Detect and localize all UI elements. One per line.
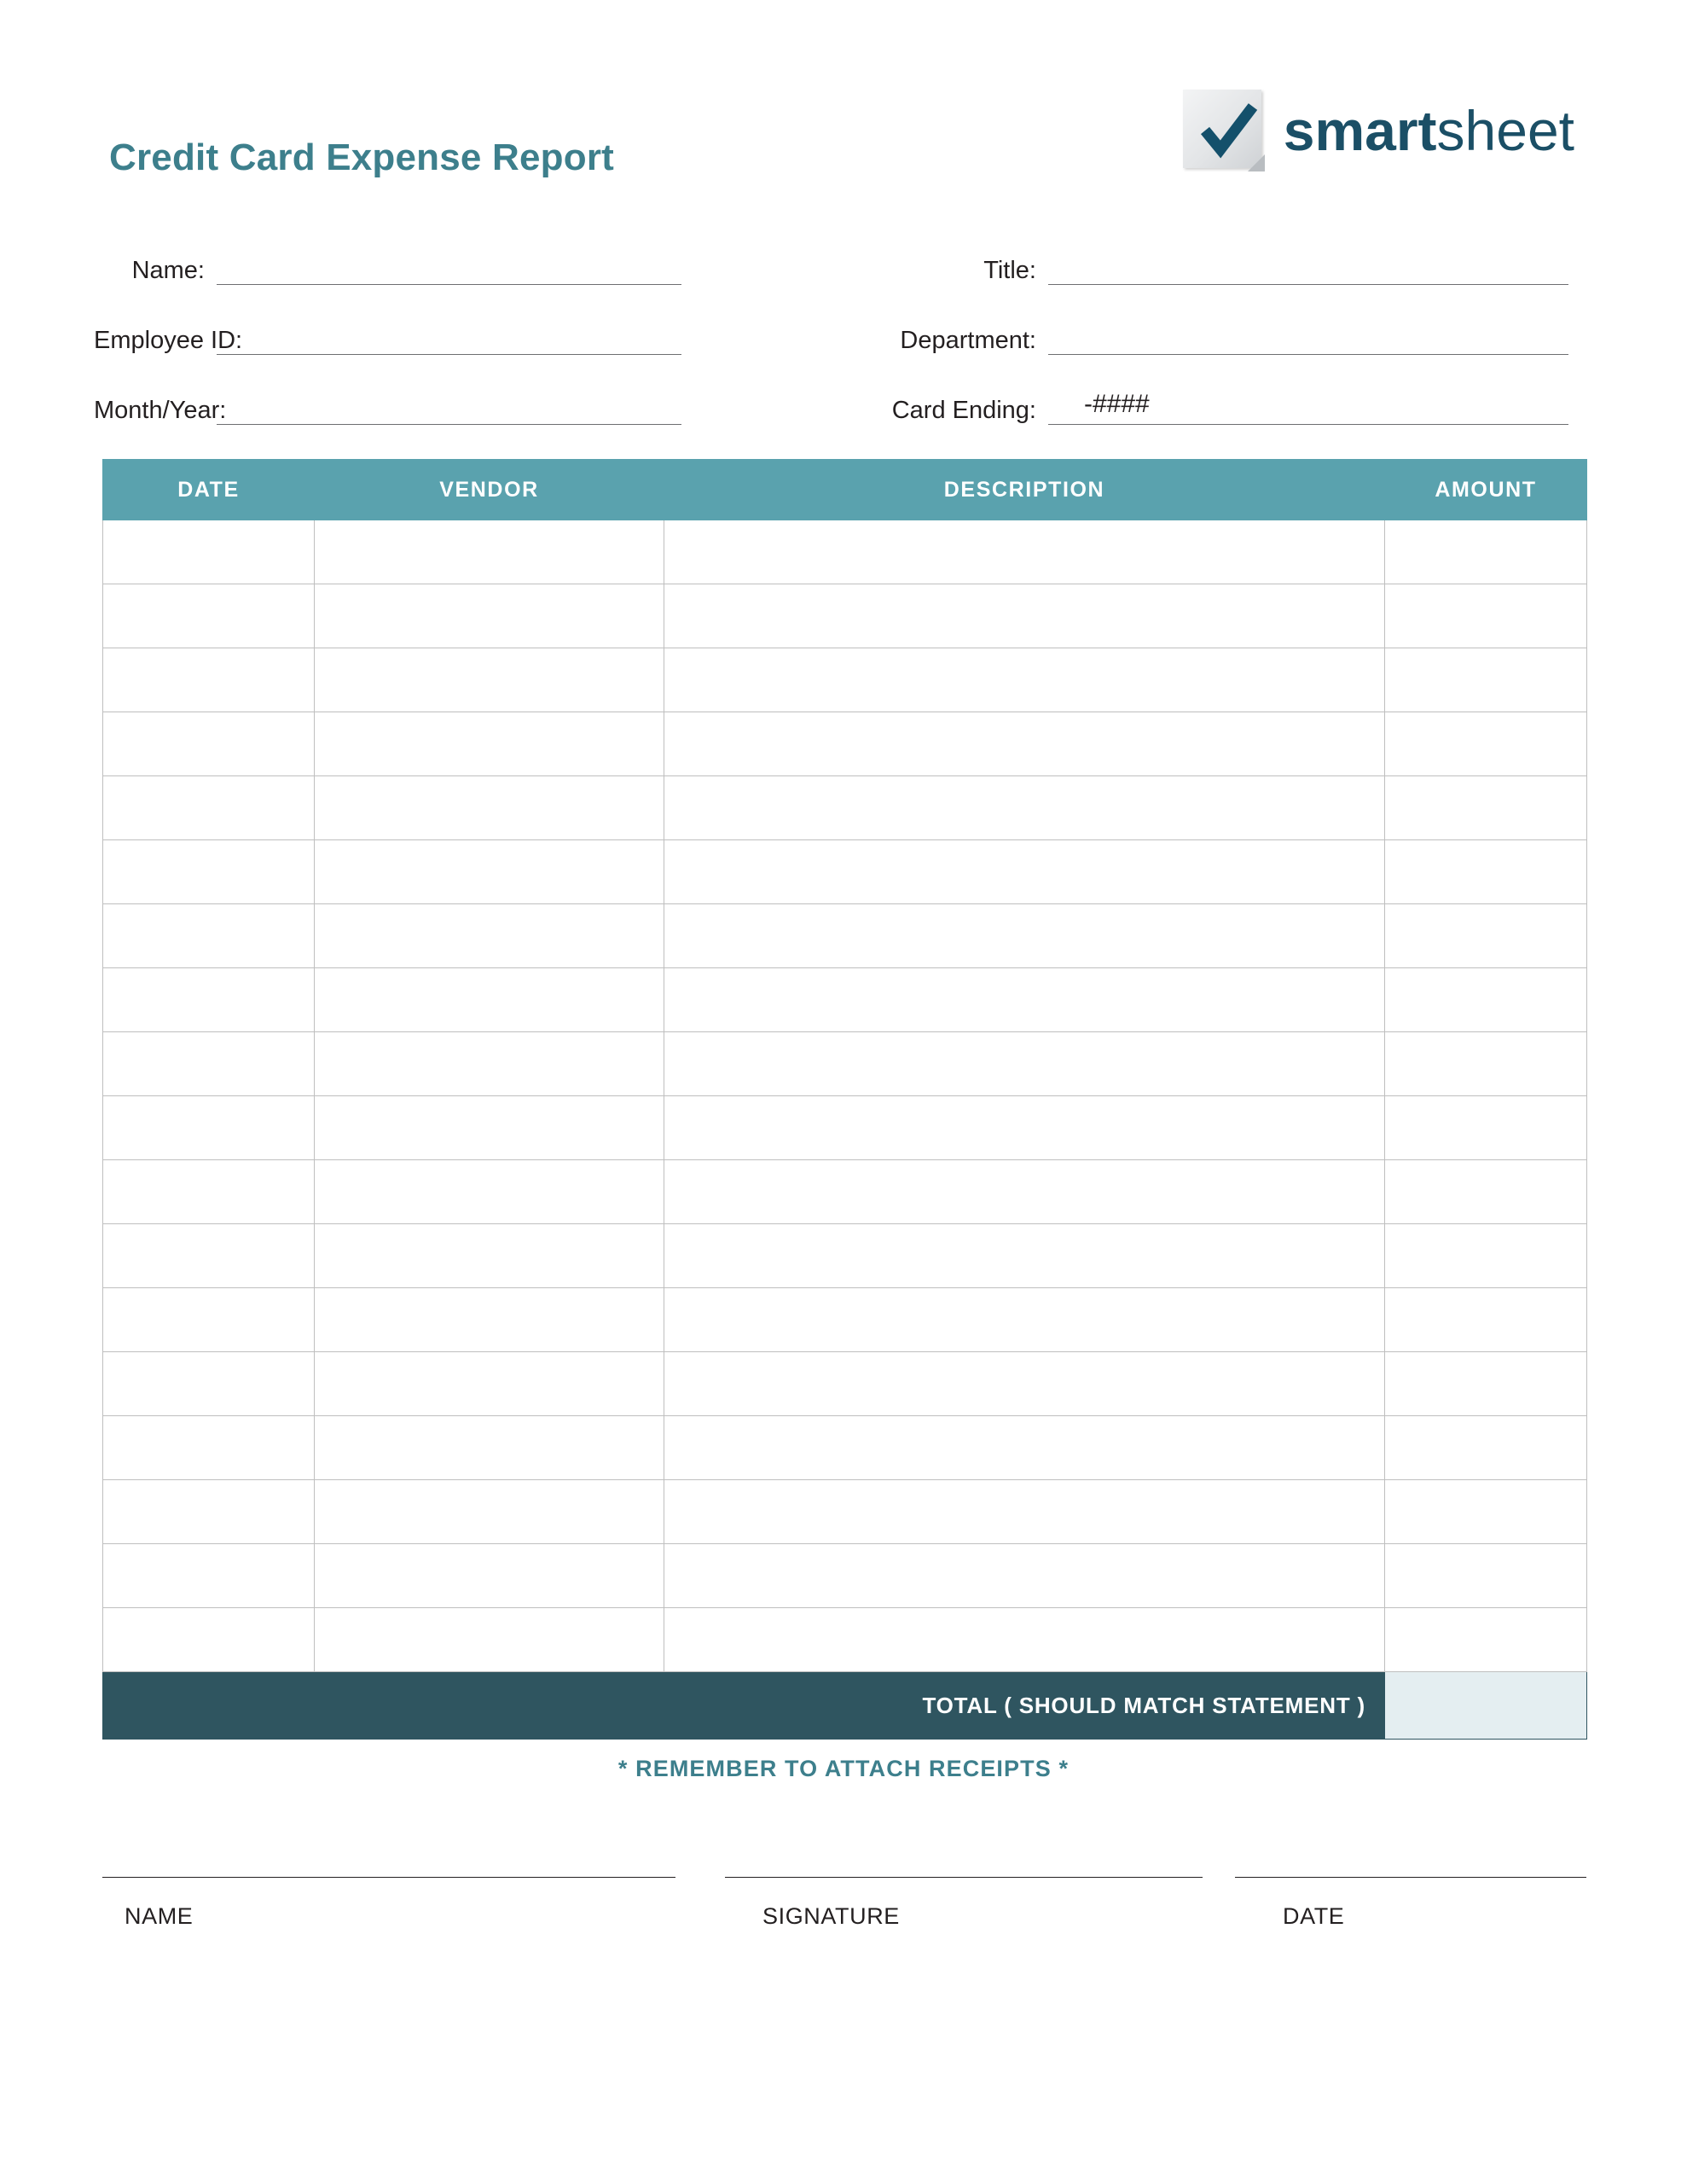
signature-date-line[interactable] [1235, 1877, 1586, 1878]
table-row [103, 1224, 1587, 1288]
column-header-vendor: VENDOR [315, 460, 664, 520]
table-row [103, 648, 1587, 712]
cell-vendor[interactable] [315, 1544, 664, 1608]
column-header-date: DATE [103, 460, 315, 520]
table-header-row [103, 460, 1587, 520]
signature-block [0, 1877, 1687, 2048]
expense-table [102, 459, 1587, 1740]
cell-description[interactable] [664, 712, 1385, 776]
cell-vendor[interactable] [315, 840, 664, 904]
cell-date[interactable] [103, 520, 315, 584]
cell-amount[interactable] [1385, 520, 1587, 584]
field-employee-id-label: Employee ID: [94, 327, 243, 354]
field-title-input[interactable] [1048, 253, 1568, 285]
form-fields [0, 246, 1687, 442]
cell-amount[interactable] [1385, 968, 1587, 1032]
signature-name-line[interactable] [102, 1877, 675, 1878]
cell-vendor[interactable] [315, 1608, 664, 1672]
field-name-label: Name: [131, 257, 205, 284]
cell-date[interactable] [103, 904, 315, 968]
cell-vendor[interactable] [315, 648, 664, 712]
field-employee-id [94, 316, 681, 355]
cell-description[interactable] [664, 1480, 1385, 1544]
cell-amount[interactable] [1385, 648, 1587, 712]
table-row [103, 968, 1587, 1032]
cell-description[interactable] [664, 584, 1385, 648]
cell-date[interactable] [103, 1608, 315, 1672]
cell-description[interactable] [664, 968, 1385, 1032]
cell-description[interactable] [664, 520, 1385, 584]
attach-receipts-note: * REMEMBER TO ATTACH RECEIPTS * [617, 1756, 1070, 1781]
total-label: TOTAL ( SHOULD MATCH STATEMENT ) [103, 1672, 1385, 1740]
cell-vendor[interactable] [315, 1352, 664, 1416]
signature-date-caption: DATE [1283, 1903, 1345, 1929]
cell-description[interactable] [664, 1224, 1385, 1288]
cell-amount[interactable] [1385, 1480, 1587, 1544]
table-row [103, 584, 1587, 648]
cell-description[interactable] [664, 1352, 1385, 1416]
total-amount-cell[interactable] [1385, 1672, 1587, 1740]
cell-description[interactable] [664, 840, 1385, 904]
cell-description[interactable] [664, 1288, 1385, 1352]
field-title [861, 246, 1568, 285]
table-row [103, 1352, 1587, 1416]
signature-signature-caption: SIGNATURE [762, 1903, 900, 1929]
cell-date[interactable] [103, 1352, 315, 1416]
column-header-description: DESCRIPTION [664, 460, 1385, 520]
cell-date[interactable] [103, 776, 315, 840]
document-header [0, 0, 1687, 222]
cell-amount[interactable] [1385, 712, 1587, 776]
cell-vendor[interactable] [315, 584, 664, 648]
cell-description[interactable] [664, 1608, 1385, 1672]
cell-description[interactable] [664, 1416, 1385, 1480]
smartsheet-logo [1183, 84, 1574, 177]
cell-date[interactable] [103, 1480, 315, 1544]
table-row [103, 1160, 1587, 1224]
checkmark-icon [1183, 90, 1265, 171]
cell-description[interactable] [664, 776, 1385, 840]
cell-date[interactable] [103, 1416, 315, 1480]
cell-date[interactable] [103, 584, 315, 648]
table-row [103, 1544, 1587, 1608]
signature-name-caption: NAME [125, 1903, 194, 1929]
brand-wordmark [1283, 99, 1574, 162]
field-month-year-input[interactable] [217, 393, 681, 425]
cell-description[interactable] [664, 904, 1385, 968]
field-name-input[interactable] [217, 253, 681, 285]
brand-name-bold: smart [1283, 99, 1437, 162]
page-title: Credit Card Expense Report [109, 136, 615, 178]
cell-date[interactable] [103, 840, 315, 904]
cell-date[interactable] [103, 1032, 315, 1096]
cell-vendor[interactable] [315, 1096, 664, 1160]
cell-vendor[interactable] [315, 520, 664, 584]
cell-amount[interactable] [1385, 1608, 1587, 1672]
cell-amount[interactable] [1385, 1224, 1587, 1288]
field-card-ending [861, 386, 1568, 425]
cell-vendor[interactable] [315, 1032, 664, 1096]
cell-vendor[interactable] [315, 776, 664, 840]
cell-amount[interactable] [1385, 840, 1587, 904]
cell-description[interactable] [664, 1544, 1385, 1608]
cell-amount[interactable] [1385, 1544, 1587, 1608]
cell-date[interactable] [103, 1160, 315, 1224]
cell-vendor[interactable] [315, 1288, 664, 1352]
cell-vendor[interactable] [315, 1416, 664, 1480]
table-row [103, 1608, 1587, 1672]
field-card-ending-input[interactable] [1048, 390, 1568, 425]
cell-date[interactable] [103, 1096, 315, 1160]
table-row [103, 904, 1587, 968]
cell-vendor[interactable] [315, 968, 664, 1032]
field-card-ending-value: -#### [1084, 390, 1150, 418]
field-department-input[interactable] [1048, 323, 1568, 355]
cell-vendor[interactable] [315, 1160, 664, 1224]
table-total-row [103, 1672, 1587, 1740]
cell-date[interactable] [103, 968, 315, 1032]
cell-date[interactable] [103, 1224, 315, 1288]
table-row [103, 1032, 1587, 1096]
cell-amount[interactable] [1385, 1416, 1587, 1480]
field-department-label: Department: [900, 327, 1036, 354]
cell-description[interactable] [664, 648, 1385, 712]
cell-vendor[interactable] [315, 904, 664, 968]
cell-amount[interactable] [1385, 1096, 1587, 1160]
field-month-year [94, 386, 681, 425]
field-title-label: Title: [983, 257, 1036, 284]
cell-date[interactable] [103, 712, 315, 776]
cell-description[interactable] [664, 1032, 1385, 1096]
cell-vendor[interactable] [315, 1224, 664, 1288]
cell-amount[interactable] [1385, 1352, 1587, 1416]
table-row [103, 520, 1587, 584]
cell-vendor[interactable] [315, 1480, 664, 1544]
field-month-year-label: Month/Year: [94, 397, 227, 424]
table-row [103, 1480, 1587, 1544]
cell-amount[interactable] [1385, 584, 1587, 648]
cell-amount[interactable] [1385, 776, 1587, 840]
table-row [103, 1096, 1587, 1160]
signature-signature-line[interactable] [725, 1877, 1203, 1878]
cell-amount[interactable] [1385, 904, 1587, 968]
column-header-amount: AMOUNT [1385, 460, 1587, 520]
signature-date [1235, 1877, 1586, 1930]
cell-amount[interactable] [1385, 1160, 1587, 1224]
signature-name [102, 1877, 675, 1930]
table-row [103, 776, 1587, 840]
cell-description[interactable] [664, 1160, 1385, 1224]
cell-date[interactable] [103, 648, 315, 712]
field-name [94, 246, 681, 285]
table-row [103, 712, 1587, 776]
table-row [103, 1416, 1587, 1480]
cell-date[interactable] [103, 1288, 315, 1352]
brand-name-light: sheet [1436, 99, 1574, 162]
field-department [861, 316, 1568, 355]
cell-description[interactable] [664, 1096, 1385, 1160]
field-card-ending-label: Card Ending: [891, 397, 1036, 424]
field-employee-id-input[interactable] [217, 323, 681, 355]
cell-amount[interactable] [1385, 1032, 1587, 1096]
table-body [103, 520, 1587, 1740]
cell-date[interactable] [103, 1544, 315, 1608]
table-row [103, 840, 1587, 904]
table-row [103, 1288, 1587, 1352]
cell-vendor[interactable] [315, 712, 664, 776]
cell-amount[interactable] [1385, 1288, 1587, 1352]
signature-signature [725, 1877, 1203, 1930]
